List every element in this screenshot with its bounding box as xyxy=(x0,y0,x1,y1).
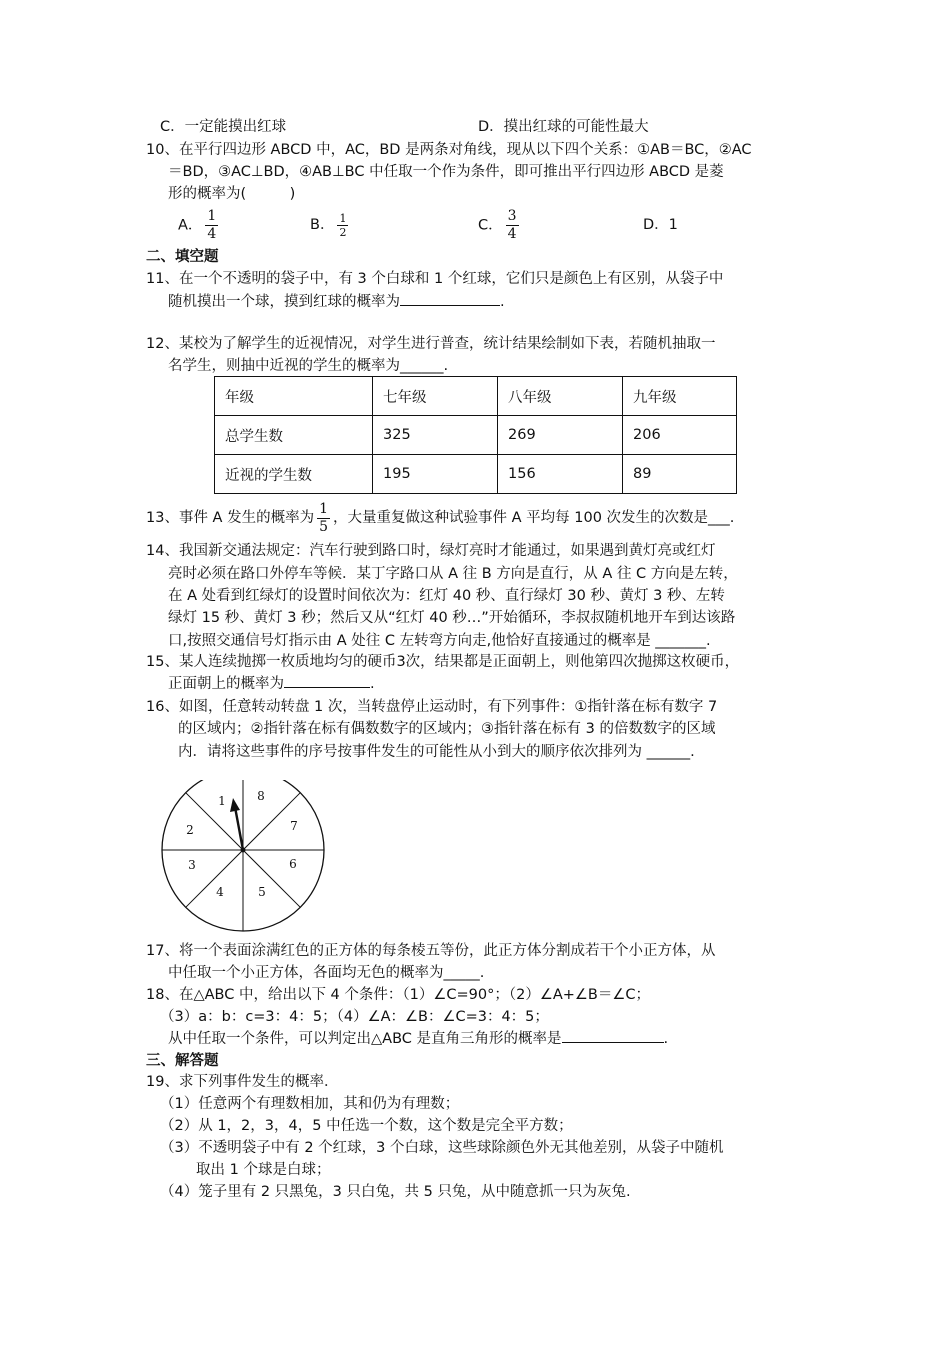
q15-line-2 xyxy=(168,673,375,695)
answer-blank[interactable] xyxy=(400,291,500,306)
fraction-c xyxy=(506,208,519,243)
q10-option-d: D．1 xyxy=(643,217,678,233)
q14-line-5: 口,按照交通信号灯指示由 A 处往 C 左转弯方向走,他恰好直接通过的概率是 _______. xyxy=(168,633,711,649)
section-heading-fill-in: 二、填空题 xyxy=(146,249,219,265)
q19-part-2: （2）从 1，2，3，4，5 中任选一个数，这个数是完全平方数； xyxy=(160,1118,573,1134)
table-cell: 年级 xyxy=(215,377,373,416)
q15-text: 正面朝上的概率为 xyxy=(168,676,284,692)
fraction-a xyxy=(205,208,218,243)
q13-pre: 13、事件 A 发生的概率为 xyxy=(146,510,315,526)
q18-line-2: （3）a：b：c=3：4：5；（4）∠A：∠B：∠C=3：4：5； xyxy=(160,1009,549,1025)
table-cell: 总学生数 xyxy=(215,416,373,455)
q10-line-1: 10、在平行四边形 ABCD 中，AC，BD 是两条对角线，现从以下四个关系：①AB＝BC，②AC xyxy=(146,142,752,158)
q14-line-1: 14、我国新交通法规定：汽车行驶到路口时，绿灯亮时才能通过，如果遇到黄灯亮或红灯 xyxy=(146,543,716,559)
fraction-c-numerator: 3 xyxy=(507,208,517,224)
myopia-table xyxy=(214,376,737,494)
q17-line-1: 17、将一个表面涂满红色的正方体的每条棱五等份，此正方体分割成若干个小正方体，从 xyxy=(146,943,716,959)
table-cell: 156 xyxy=(498,455,623,494)
spinner-label: 7 xyxy=(290,819,298,833)
fraction-b xyxy=(337,212,348,239)
spinner-label: 8 xyxy=(257,789,265,803)
table-cell: 八年级 xyxy=(498,377,623,416)
fraction-a-denominator: 4 xyxy=(207,226,217,242)
q19-part-1: （1）任意两个有理数相加，其和仍为有理数； xyxy=(160,1096,460,1112)
q10-line-2: ＝BD，③AC⊥BD，④AB⊥BC 中任取一个作为条件，即可推出平行四边形 ABCD 是菱 xyxy=(168,164,724,180)
q10-line-3: 形的概率为( ) xyxy=(168,186,296,202)
fraction-numerator: 1 xyxy=(319,500,329,517)
spinner-label: 1 xyxy=(218,794,226,808)
q16-line-3: 内．请将这些事件的序号按事件发生的可能性从小到大的顺序依次排列为 ______. xyxy=(178,744,695,760)
spinner-label: 6 xyxy=(289,857,297,871)
q16-line-2: 的区域内；②指针落在标有偶数数字的区域内；③指针落在标有 3 的倍数数字的区域 xyxy=(178,721,716,737)
q10-option-c xyxy=(478,208,522,243)
table-row xyxy=(215,455,737,494)
table-cell: 89 xyxy=(623,455,737,494)
q11-line-2 xyxy=(168,291,505,313)
q19-part-3: （3）不透明袋子中有 2 个红球，3 个白球，这些球除颜色外无其他差别，从袋子中随机 xyxy=(160,1140,724,1156)
fraction-b-denominator: 2 xyxy=(339,225,347,239)
q9-option-c: C．一定能摸出红球 xyxy=(160,119,287,135)
q19-part-3-cont: 取出 1 个球是白球； xyxy=(196,1162,331,1178)
option-b-label: B． xyxy=(310,217,335,233)
pointer-arrowhead-icon xyxy=(230,798,240,812)
q18-line-3 xyxy=(168,1028,668,1050)
q18-line-1: 18、在△ABC 中，给出以下 4 个条件：（1）∠C=90°；（2）∠A+∠B＝∠C； xyxy=(146,987,650,1003)
q12-line-2: 名学生，则抽中近视的学生的概率为______. xyxy=(168,358,449,374)
fraction-one-fifth xyxy=(317,501,330,536)
table-cell: 195 xyxy=(373,455,498,494)
table-row xyxy=(215,416,737,455)
pointer-pivot xyxy=(241,848,246,853)
table-cell: 近视的学生数 xyxy=(215,455,373,494)
spinner-label: 2 xyxy=(186,823,194,837)
table-row xyxy=(215,377,737,416)
q11-line-1: 11、在一个不透明的袋子中，有 3 个白球和 1 个红球，它们只是颜色上有区别，从袋子中 xyxy=(146,271,724,287)
table-cell: 九年级 xyxy=(623,377,737,416)
fraction-b-numerator: 1 xyxy=(339,211,347,225)
q9-option-d: D．摸出红球的可能性最大 xyxy=(478,119,649,135)
table-cell: 269 xyxy=(498,416,623,455)
q18-text: 从中任取一个条件，可以判定出△ABC 是直角三角形的概率是 xyxy=(168,1031,562,1047)
option-c-label: C． xyxy=(478,217,503,234)
q18-tail: . xyxy=(663,1031,669,1047)
q15-tail: . xyxy=(370,676,375,692)
q10-option-b xyxy=(310,208,351,242)
q12-line-1: 12、某校为了解学生的近视情况，对学生进行普查，统计结果绘制如下表，若随机抽取一 xyxy=(146,336,716,352)
table-cell: 七年级 xyxy=(373,377,498,416)
answer-blank[interactable] xyxy=(562,1028,664,1043)
q19-part-4: （4）笼子里有 2 只黑兔，3 只白兔，共 5 只兔，从中随意抓一只为灰兔. xyxy=(160,1184,631,1200)
option-a-label: A． xyxy=(178,217,203,234)
q14-line-4: 绿灯 15 秒、黄灯 3 秒；然后又从“红灯 40 秒…”开始循环，李叔叔随机地开车到达该路 xyxy=(168,610,736,626)
q17-line-2: 中任取一个小正方体，各面均无色的概率为_____. xyxy=(168,965,485,981)
table-cell: 206 xyxy=(623,416,737,455)
q13-post: ，大量重复做这种试验事件 A 平均每 100 次发生的次数是___. xyxy=(333,510,735,526)
q19-line-1: 19、求下列事件发生的概率． xyxy=(146,1074,339,1090)
q13-line xyxy=(146,500,734,536)
fraction-denominator: 5 xyxy=(319,518,329,535)
spinner-label: 3 xyxy=(188,858,196,872)
fraction-a-numerator: 1 xyxy=(207,208,217,224)
q15-line-1: 15、某人连续抛掷一枚质地均匀的硬币3次，结果都是正面朝上，则他第四次抛掷这枚硬币， xyxy=(146,654,740,670)
fraction-c-denominator: 4 xyxy=(507,226,517,242)
table-cell: 325 xyxy=(373,416,498,455)
q14-line-3: 在 A 处看到红绿灯的设置时间依次为：红灯 40 秒、直行绿灯 30 秒、黄灯 3 秒、左转 xyxy=(168,588,725,604)
q14-line-2: 亮时必须在路口外停车等候．某丁字路口从 A 往 B 方向是直行，从 A 往 C 方向是左转， xyxy=(168,566,738,582)
q11-text: 随机摸出一个球，摸到红球的概率为 xyxy=(168,294,400,310)
answer-blank[interactable] xyxy=(284,673,370,688)
section-heading-solve: 三、解答题 xyxy=(146,1053,219,1069)
spinner-label: 4 xyxy=(216,885,224,899)
spinner-label: 5 xyxy=(258,885,266,899)
spinner-diagram xyxy=(160,780,330,940)
q11-tail: . xyxy=(500,294,505,310)
q16-line-1: 16、如图，任意转动转盘 1 次，当转盘停止运动时，有下列事件：①指针落在标有数字 7 xyxy=(146,699,718,715)
q10-option-a xyxy=(178,208,221,243)
